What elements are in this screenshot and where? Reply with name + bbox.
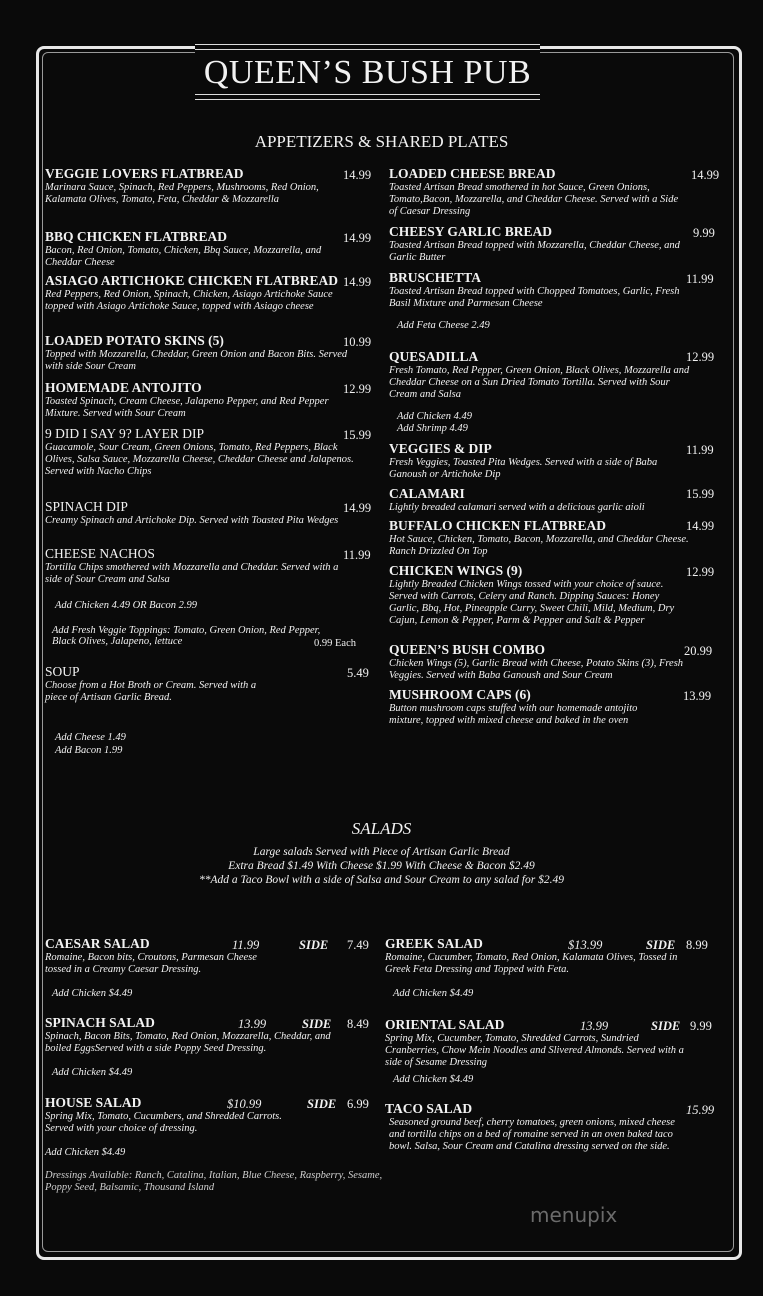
- salads-note-2: Extra Bread $1.49 With Cheese $1.99 With Cheese & Bacon $2.49: [228, 860, 535, 872]
- item-name: CHICKEN WINGS (9): [389, 563, 523, 578]
- side-price: 7.49: [347, 938, 369, 952]
- item-price: 14.99: [343, 501, 372, 515]
- item-desc: Romaine, Bacon bits, Croutons, Parmesan Cheese tossed in a Creamy Caesar Dressing.: [45, 952, 257, 975]
- item-price: $10.99: [227, 1097, 262, 1111]
- item-price: 12.99: [686, 350, 715, 364]
- item-desc: Seasoned ground beef, cherry tomatoes, green onions, mixed cheese and tortilla chips on a bed of romaine served in an oven baked taco bowl. Salsa, Sour Cream and Catalina dressing served on the side.: [389, 1117, 675, 1152]
- side-price: 6.99: [347, 1097, 369, 1111]
- item-name: BBQ CHICKEN FLATBREAD: [45, 229, 228, 244]
- side-price: 8.99: [686, 938, 708, 952]
- item-desc: Button mushroom caps stuffed with our homemade antojito mixture, topped with mixed cheese and baked in the oven: [389, 703, 638, 726]
- menu-item: [45, 499, 345, 527]
- house-add-note: Add Chicken $4.49: [45, 1147, 126, 1158]
- item-price: 20.99: [684, 644, 713, 658]
- item-price: 14.99: [686, 519, 715, 533]
- dressings-available: Dressings Available: Ranch, Catalina, Italian, Blue Cheese, Raspberry, Sesame, Poppy Seed, Balsamic, Thousand Island: [45, 1170, 383, 1193]
- title-rule-bottom: [195, 94, 540, 95]
- item-desc: Hot Sauce, Chicken, Tomato, Bacon, Mozzarella, and Cheddar Cheese. Ranch Drizzled On Top: [389, 534, 689, 557]
- item-name: CAESAR SALAD: [45, 936, 150, 951]
- item-desc: Creamy Spinach and Artichoke Dip. Served with Toasted Pita Wedges: [45, 515, 339, 526]
- menu-item: [45, 333, 355, 373]
- item-desc: Romaine, Cucumber, Tomato, Red Onion, Kalamata Olives, Tossed in Greek Feta Dressing and Topped with Feta.: [385, 952, 678, 975]
- item-price: 12.99: [343, 382, 372, 396]
- oriental-add-note: Add Chicken $4.49: [393, 1074, 474, 1085]
- item-desc: Toasted Spinach, Cream Cheese, Jalapeno Pepper, and Red Pepper Mixture. Served with Sour Cream: [45, 396, 329, 419]
- item-price: 15.99: [686, 487, 715, 501]
- item-price: 13.99: [238, 1017, 267, 1031]
- item-desc: Marinara Sauce, Spinach, Red Peppers, Mushrooms, Red Onion, Kalamata Olives, Tomato, Feta, Cheddar & Mozzarella: [45, 182, 319, 205]
- side-label: SIDE: [651, 1019, 681, 1033]
- title-rule-top2: [195, 49, 540, 50]
- salad-item: [45, 1015, 345, 1055]
- menu-item: [389, 486, 689, 514]
- item-name: SPINACH SALAD: [45, 1015, 155, 1030]
- item-desc: Spinach, Bacon Bits, Tomato, Red Onion, Mozzarella, Cheddar, and boiled EggsServed with a side Poppy Seed Dressing.: [45, 1031, 331, 1054]
- title-rule-bottom2: [195, 99, 540, 100]
- soup-add-cheese: Add Cheese 1.49: [55, 732, 126, 743]
- quesadilla-add-chicken: Add Chicken 4.49: [397, 411, 472, 422]
- item-price: 13.99: [580, 1019, 609, 1033]
- salad-item: [385, 936, 685, 976]
- side-price: 8.49: [347, 1017, 369, 1031]
- item-price: 14.99: [343, 275, 372, 289]
- salads-heading: SALADS: [351, 819, 412, 838]
- menu-item: [45, 426, 360, 478]
- item-desc: Toasted Artisan Bread topped with Chopped Tomatoes, Garlic, Fresh Basil Mixture and Parmesan Cheese: [389, 286, 680, 309]
- appetizers-heading: APPETIZERS & SHARED PLATES: [254, 132, 509, 151]
- item-name: VEGGIES & DIP: [389, 441, 492, 456]
- item-name: ORIENTAL SALAD: [385, 1017, 505, 1032]
- item-desc: Chicken Wings (5), Garlic Bread with Cheese, Potato Skins (3), Fresh Veggies. Served with Baba Ganoush and Sour Cream: [389, 658, 684, 681]
- nachos-add-note: Add Chicken 4.49 OR Bacon 2.99: [55, 600, 198, 611]
- item-name: 9 DID I SAY 9? LAYER DIP: [45, 426, 205, 441]
- item-name: VEGGIE LOVERS FLATBREAD: [45, 166, 244, 181]
- salad-item: [385, 1101, 675, 1153]
- item-price: 11.99: [686, 443, 714, 457]
- item-desc: Guacamole, Sour Cream, Green Onions, Tomato, Red Peppers, Black Olives, Salsa Sauce, Mozzarella Cheese, Cheddar Cheese and Jalapenos. Served with Nacho Chips: [45, 442, 354, 477]
- item-name: HOMEMADE ANTOJITO: [45, 380, 202, 395]
- item-price: 15.99: [343, 428, 372, 442]
- menu-item: [389, 224, 689, 264]
- item-name: ASIAGO ARTICHOKE CHICKEN FLATBREAD: [45, 273, 338, 288]
- item-name: QUESADILLA: [389, 349, 479, 364]
- menu-item: [389, 349, 699, 401]
- item-price: 13.99: [683, 689, 712, 703]
- item-price: 10.99: [343, 335, 372, 349]
- caesar-add-note: Add Chicken $4.49: [52, 988, 133, 999]
- side-label: SIDE: [302, 1017, 332, 1031]
- item-name: CALAMARI: [389, 486, 465, 501]
- item-price: 11.99: [686, 272, 714, 286]
- item-name: MUSHROOM CAPS (6): [389, 687, 531, 702]
- item-name: QUEEN’S BUSH COMBO: [389, 642, 546, 657]
- item-name: TACO SALAD: [385, 1101, 473, 1116]
- soup-add-bacon: Add Bacon 1.99: [55, 745, 123, 756]
- menu-item: [389, 270, 687, 310]
- watermark: menupix: [530, 1203, 618, 1227]
- item-price: 5.49: [347, 666, 369, 680]
- item-name: SPINACH DIP: [45, 499, 128, 514]
- item-desc: Spring Mix, Cucumber, Tomato, Shredded Carrots, Sundried Cranberries, Chow Mein Noodles and Slivered Almonds. Served with a side of Sesame Dressing: [385, 1033, 684, 1068]
- item-price: 11.99: [343, 548, 371, 562]
- item-price: 14.99: [343, 231, 372, 245]
- menu-item: [45, 166, 345, 206]
- item-desc: Toasted Artisan Bread smothered in hot Sauce, Green Onions, Tomato,Bacon, Mozzarella, and Cheddar Cheese. Served with a Side of Caesar Dressing: [389, 182, 679, 217]
- menu-item: [45, 229, 345, 269]
- menu-item: [45, 546, 355, 586]
- item-name: SOUP: [45, 664, 80, 679]
- menu-item: [389, 642, 684, 682]
- menu-item: [389, 687, 669, 727]
- item-desc: Fresh Veggies, Toasted Pita Wedges. Served with a side of Baba Ganoush or Artichoke Dip: [389, 457, 658, 480]
- item-name: GREEK SALAD: [385, 936, 483, 951]
- item-price: 11.99: [232, 938, 260, 952]
- quesadilla-add-shrimp: Add Shrimp 4.49: [397, 423, 468, 434]
- item-name: LOADED POTATO SKINS (5): [45, 333, 224, 348]
- menu-item: [45, 273, 345, 313]
- menu-item: [389, 166, 687, 218]
- item-desc: Red Peppers, Red Onion, Spinach, Chicken, Asiago Artichoke Sauce topped with Asiago Artichoke Sauce, topped with Asiago cheese: [45, 289, 333, 312]
- item-price: 12.99: [686, 565, 715, 579]
- veggie-toppings-price: 0.99 Each: [314, 638, 356, 649]
- item-name: HOUSE SALAD: [45, 1095, 142, 1110]
- menu-item: [389, 563, 689, 627]
- side-price: 9.99: [690, 1019, 712, 1033]
- salads-note-1: Large salads Served with Piece of Artisan Garlic Bread: [253, 846, 510, 858]
- side-label: SIDE: [307, 1097, 337, 1111]
- title-block: [195, 42, 540, 104]
- item-price: 14.99: [691, 168, 720, 182]
- item-price: 15.99: [686, 1103, 715, 1117]
- menu-item: [45, 380, 345, 420]
- side-label: SIDE: [646, 938, 676, 952]
- item-name: BRUSCHETTA: [389, 270, 482, 285]
- side-label: SIDE: [299, 938, 329, 952]
- veggie-toppings-note: Add Fresh Veggie Toppings: Tomato, Green Onion, Red Pepper, Black Olives, Jalapeno, lettuce: [52, 625, 321, 647]
- item-price: 9.99: [693, 226, 715, 240]
- item-desc: Fresh Tomato, Red Pepper, Green Onion, Black Olives, Mozzarella and Cheddar Cheese on a Sun Dried Tomato Tortilla. Served with Sour Cream and Salsa: [389, 365, 690, 400]
- item-price: $13.99: [568, 938, 603, 952]
- menu-item: [389, 518, 689, 558]
- salad-item: [385, 1017, 685, 1069]
- item-name: BUFFALO CHICKEN FLATBREAD: [389, 518, 607, 533]
- item-name: LOADED CHEESE BREAD: [389, 166, 556, 181]
- spinach-add-note: Add Chicken $4.49: [52, 1067, 133, 1078]
- salads-note-3: **Add a Taco Bowl with a side of Salsa and Sour Cream to any salad for $2.49: [199, 874, 564, 886]
- greek-add-note: Add Chicken $4.49: [393, 988, 474, 999]
- page-title: QUEEN’S BUSH PUB: [203, 54, 532, 91]
- item-desc: Tortilla Chips smothered with Mozzarella and Cheddar. Served with a side of Sour Cream and Salsa: [45, 562, 339, 585]
- menu-item: [45, 664, 265, 704]
- item-name: CHEESY GARLIC BREAD: [389, 224, 553, 239]
- item-desc: Toasted Artisan Bread topped with Mozzarella, Cheddar Cheese, and Garlic Butter: [389, 240, 680, 263]
- item-desc: Spring Mix, Tomato, Cucumbers, and Shredded Carrots. Served with your choice of dressing.: [45, 1111, 282, 1134]
- bruschetta-add-note: Add Feta Cheese 2.49: [397, 320, 490, 331]
- item-desc: Lightly breaded calamari served with a delicious garlic aioli: [389, 502, 645, 513]
- title-rule-top: [195, 44, 540, 45]
- item-desc: Lightly Breaded Chicken Wings tossed with your choice of sauce. Served with Carrots, Celery and Ranch. Dipping Sauces: Honey Garlic, Bbq, Hot, Pineapple Curry, Sweet Chili, Mild, Medium, Dry Cajun, Lemon & Pepper, Parm & Pepper and Salt & Pepper: [389, 579, 675, 626]
- item-desc: Bacon, Red Onion, Tomato, Chicken, Bbq Sauce, Mozzarella, and Cheddar Cheese: [45, 245, 322, 268]
- item-price: 14.99: [343, 168, 372, 182]
- item-name: CHEESE NACHOS: [45, 546, 155, 561]
- item-desc: Choose from a Hot Broth or Cream. Served with a piece of Artisan Garlic Bread.: [45, 680, 257, 703]
- item-desc: Topped with Mozzarella, Cheddar, Green Onion and Bacon Bits. Served with side Sour Cream: [45, 349, 348, 372]
- menu-item: [389, 441, 687, 481]
